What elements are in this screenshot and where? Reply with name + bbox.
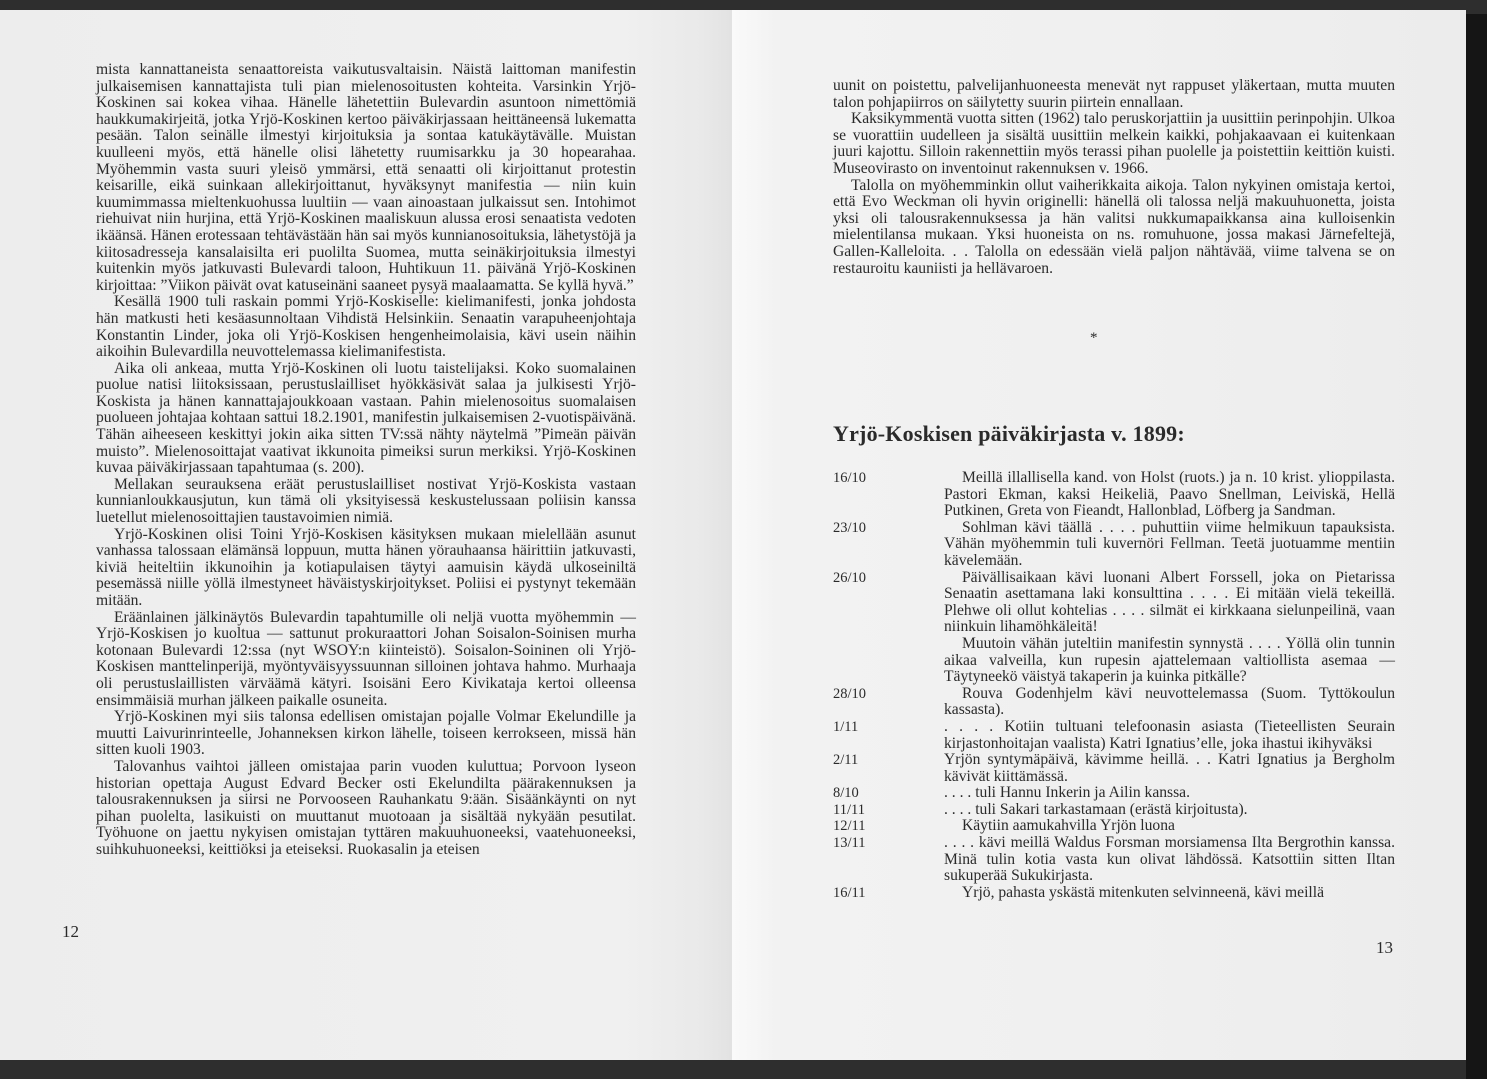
diary-entry (833, 802, 1395, 819)
entry-text: . . . . kävi meillä Waldus Forsman morsiamensa Ilta Bergrothin kanssa. Minä tulin kotia vasta kun olivat lähdössä. Katsottiin sitten Iltan sukuperää Sukukirjasta. (944, 834, 1395, 885)
entry-text: Yrjön syntymäpäivä, kävimme heillä. . . Katri Ignatius ja Bergholm kävivät kiittämässä. (944, 751, 1395, 785)
entry-date: 16/11 (833, 884, 866, 901)
paragraph: Kaksikymmentä vuotta sitten (1962) talo peruskorjattiin ja uusittiin perinpohjin. Ulkoa se vuorattiin uudelleen ja sisältä uusittiin melkein kaikki, pohjakaavaan ei kuitenkaan juuri kajottu. Silloin rakennettiin myös terassi pihan puolelle ja poistettiin keittiön kuisti. Museovirasto on inventoinut rakennuksen v. 1966. (833, 110, 1395, 177)
left-page-body (96, 62, 636, 859)
diary-entry (833, 785, 1395, 802)
diary-entry (833, 752, 1395, 785)
entry-date: 23/10 (833, 519, 867, 536)
paragraph: mista kannattaneista senaattoreista vaikutusvaltaisin. Näistä laittoman manifestin julkaisemisen kannattajista tuli pian mielenosoitusten kohteita. Varsinkin Yrjö-Koskinen sai kokea vihaa. Hänelle lähetettiin Bulevardin asuntoon nimettömiä haukkumakirjeitä, jotka Yrjö-Koskinen kertoo päiväkirjassaan heittäneensä lukematta pesään. Talon seinälle ilmestyi kirjoituksia ja sontaa katukäytävälle. Muistan kuulleeni myös, että hänelle olisi lähetetty ruumisarkku ja 30 hopearahaa. Myöhemmin vasta suuri yleisö ymmärsi, että senaatti oli kirjoittanut protestin keisarille, eikä suinkaan allekirjoittanut, hyväksynyt manifestia — niin kuin kuumimmassa mieltenkuohussa luultiin — vaan ainoastaan julkaissut sen. Intohimot riehuivat niin hurjina, että Yrjö-Koskinen maaliskuun alussa erosi senaatista vedoten ikäänsä. Hänen erotessaan tehtävästään hän sai myös kunnianosoituksia, lähetystöjä ja kiitosadresseja kansalaisilta eri puolilta Suomea, mutta seinäkirjoituksia ilmestyi kuitenkin myös jatkuvasti Bulevardi taloon, Huhtikuun 11. päivänä Yrjö-Koskinen kirjoittaa: ”Viikon päivät ovat katuseinäni saaneet pysyä maalaamatta. Se kyllä hyvä.” (96, 61, 636, 294)
diary-entry (833, 719, 1395, 752)
scan-background-strip (1466, 14, 1487, 1079)
paragraph: Talolla on myöhemminkin ollut vaiherikkaita aikoja. Talon nykyinen omistaja kertoi, että Evo Weckman oli hyvin originelli: hänellä oli talossa neljä makuuhuonetta, joista yksi oli talousrakennuksessa ja hän valitsi nukkumapaikkansa aina kulloisenkin mielentilansa mukaan. Yksi huoneista on ns. romuhuone, jossa makasi Järnefeltejä, Gallen-Kalleloita. . . Talolla on edessään vielä paljon nähtävää, viime talvena se on restauroitu kauniisti ja hellävaroen. (833, 176, 1395, 277)
entry-text: Päivällisaikaan kävi luonani Albert Forssell, joka on Pietarissa Senaatin asettamana laki konsulttina . . . . Ei mitään vielä tekeillä. Plehwe oli ollut kohtelias . . . . silmät ei kirkkaana sielunpeilinä, vaan niinkuin lihamöhkäleitä! (944, 568, 1395, 636)
paragraph: Talovanhus vaihtoi jälleen omistajaa parin vuoden kuluttua; Porvoon lyseon historian opettaja August Edvard Becker osti Ekelundilta päärakennuksen ja talousrakennuksen ja siirsi ne Porvooseen Rauhankatu 9:ään. Sisäänkäynti on nyt pihan puolelta, lasikuisti on muuttanut muotoaan ja sisältää nykyään pesutilat. Työhuone on jaettu nykyisen omistajan tyttären makuuhuoneeksi, vaatehuoneeksi, suihkuhuoneeksi, keittiöksi ja eteiseksi. Ruokasalin ja eteisen (96, 757, 636, 858)
entry-text: . . . . Kotiin tultuani telefoonasin asiasta (Tieteellisten Seurain kirjastonhoitajan vaalista) Katri Ignatius’elle, joka ihastui ikihyväksi (944, 717, 1395, 752)
entry-date: 12/11 (833, 818, 866, 835)
entry-text: . . . . tuli Hannu Inkerin ja Ailin kanssa. (944, 784, 1190, 802)
entry-text: Sohlman kävi täällä . . . . puhuttiin viime helmikuun tapauksista. Vähän myöhemmin tuli kuvernöri Fellman. Teetä juotuamme mentiin kävelemään. (944, 518, 1395, 569)
entry-date: 11/11 (833, 801, 865, 818)
diary-entry (833, 520, 1395, 570)
section-heading: Yrjö-Koskisen päiväkirjasta v. 1899: (833, 421, 1185, 446)
entry-date: 2/11 (833, 752, 859, 769)
diary-entry (833, 835, 1395, 885)
diary-entry (833, 470, 1395, 520)
entry-date: 13/11 (833, 835, 866, 852)
entry-date: 8/10 (833, 785, 859, 802)
entry-text: Meillä illallisella kand. von Holst (ruots.) ja n. 10 krist. ylioppilasta. Pastori Ekman, kaksi Heikeliä, Paavo Snellman, Leiviskä, Hellä Putkinen, Greta von Fieandt, Hallonblad, Löfberg ja Sandman. (944, 469, 1395, 520)
entry-text: Rouva Godenhjelm kävi neuvottelemassa (Suom. Tyttökoulun kassasta). (944, 684, 1395, 719)
diary-entries (833, 470, 1395, 901)
paragraph: uunit on poistettu, palvelijanhuoneesta menevät nyt rappuset yläkertaan, mutta muuten talon pohjapiirros on säilytetty suurin piirtein ennallaan. (833, 77, 1395, 111)
paragraph: Kesällä 1900 tuli raskain pommi Yrjö-Koskiselle: kielimanifesti, jonka johdosta hän matkusti heti kesäasunnoltaan Vihdistä Helsinkiin. Senaatin varapuheenjohtaja Konstantin Linder, joka oli Yrjö-Koskisen hengenheimolaisia, kävi usein näihin aikoihin Bulevardilla neuvottelemassa kielimanifestista. (96, 293, 636, 361)
entry-date: 1/11 (833, 718, 859, 735)
page-number-right: 13 (1376, 938, 1393, 957)
page-number-left: 12 (62, 922, 79, 941)
entry-text: Yrjö, pahasta yskästä mitenkuten selvinneenä, kävi meillä (962, 883, 1325, 901)
entry-date: 16/10 (833, 470, 867, 486)
entry-text: . . . . tuli Sakari tarkastamaan (erästä kirjoitusta). (944, 800, 1248, 818)
paragraph: Mellakan seurauksena eräät perustuslailliset nostivat Yrjö-Koskista vastaan kunnianloukkausjutun, kun tämä oli yksityisessä keskustelussaan poliisin kanssa luetellut mielenosoittajien taustavoimien nimiä. (96, 475, 636, 527)
entry-date: 28/10 (833, 685, 867, 702)
entry-text: Muutoin vähän juteltiin manifestin synnystä . . . . Yöllä olin tunnin aikaa valveilla, kun rupesin ajattelemaan valtiollista asemaa — Täytyneekö väistyä takaperin ja kuinka pitkälle? (944, 634, 1395, 686)
diary-entry (833, 818, 1395, 835)
right-page-body (833, 78, 1395, 277)
paragraph: Yrjö-Koskinen myi siis talonsa edellisen omistajan pojalle Volmar Ekelundille ja muutti Laivurinrinteelle, Johanneksen kirkon lähelle, toiseen kerrokseen, missä hän sitten kuoli 1903. (96, 708, 636, 759)
diary-entry (833, 686, 1395, 719)
diary-entry (833, 885, 1395, 902)
entry-text: Käytiin aamukahvilla Yrjön luona (962, 817, 1175, 835)
paragraph: Yrjö-Koskinen olisi Toini Yrjö-Koskisen käsityksen mukaan mielellään asunut vanhassa talossaan elämänsä loppuun, mutta hänen yörauhaansa häirittiin jatkuvasti, kiviä heiteltiin ikkunoihin ja kotiapulaisen täytyi aamuisin käydä ulkoseiniltä pesemässä niille yöllä ilmestyneet häväistyskirjoitykset. Poliisi ei pystynyt tekemään mitään. (96, 525, 636, 609)
entry-date: 26/10 (833, 569, 867, 586)
diary-entry (833, 570, 1395, 686)
paragraph: Aika oli ankeaa, mutta Yrjö-Koskinen oli luotu taistelijaksi. Koko suomalainen puolue natisi liitoksissaan, perustuslailliset hyökkäsivät salaa ja julkisesti Yrjö-Koskista ja hänen kannattajajoukkoaan vastaan. Pahin mielenosoitus suomalaisen puolueen johtajaa kohtaan sattui 18.2.1901, manifestin julkaisemisen 2-vuotispäivänä. Tähän aiheeseen keskittyi jokin aika sitten TV:ssä nähty näytelmä ”Pimeän päivän muisto”. Mielenosoittajat vaativat ikkunoita pimeiksi surun merkiksi. Yrjö-Koskinen kuvaa päiväkirjassaan tapahtumaa (s. 200). (96, 359, 636, 477)
section-separator: * (1090, 330, 1098, 346)
paragraph: Eräänlainen jälkinäytös Bulevardin tapahtumille oli neljä vuotta myöhemmin — Yrjö-Koskisen jo kuoltua — sattunut prokuraattori Johan Soisalon-Soinisen murha kotonaan Bulevardi 12:ssa (nyt WSOY:n kiinteistö). Soisalon-Soininen oli Yrjö-Koskisen manttelinperijä, myöntyväisyyssuunnan silloinen johtava hahmo. Murhaaja oli perustuslaillisten värväämä kätyri. Isoisäni Eero Kivikataja kertoi olleensa ensimmäisiä murhan jälkeen paikalle osuneita. (96, 608, 636, 709)
